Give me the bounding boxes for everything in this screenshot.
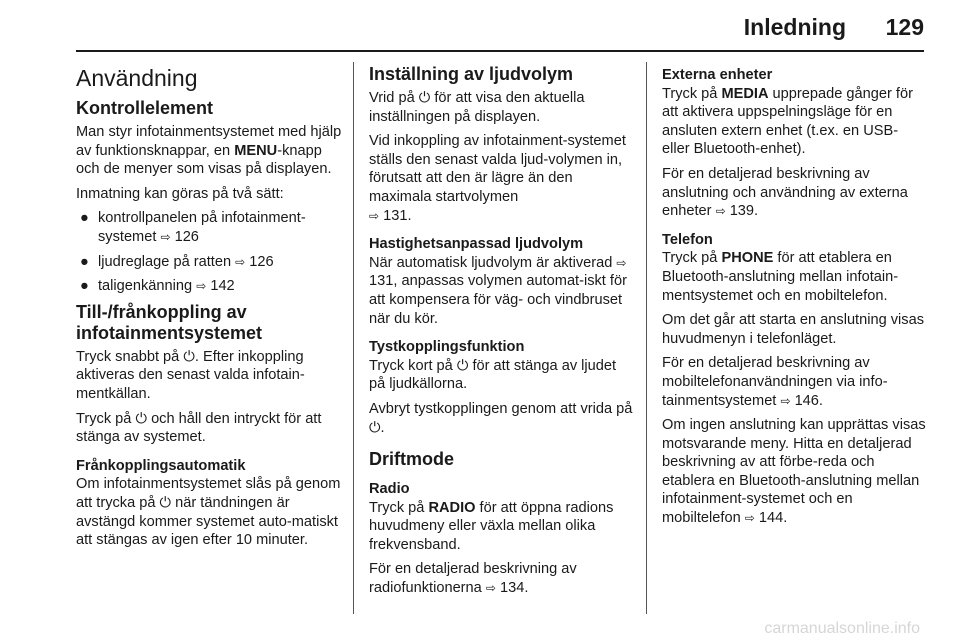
heading-driftmode: Driftmode [369, 449, 454, 470]
paragraph-radio: Tryck på RADIO för att öppna radions huvudmeny eller växla mellan olika frekvensband. [369, 499, 614, 553]
bullet-icon: ● [80, 253, 89, 270]
heading-volume: Inställning av ljudvolym [369, 64, 574, 84]
watermark: carmanualsonline.info [764, 620, 920, 637]
power-knob-icon: ⏻ [159, 494, 172, 511]
heading-kontrollelement: Kontrollelement [76, 98, 214, 118]
page-ref-arrow-icon: ⇨ [780, 393, 791, 408]
radio-key-label: RADIO [428, 499, 476, 516]
bullet-icon: ● [80, 278, 89, 295]
column-middle [369, 62, 635, 604]
paragraph-start-volume: Vid inkoppling av infotainment-systemet ställs den senast valda ljud-volymen in, förutsatt att den är lägre än den maximala startvolymen ⇨ 131. [369, 133, 626, 224]
column-divider-1 [353, 62, 354, 614]
list-item: ● ljudreglage på ratten ⇨ 126 [80, 253, 274, 270]
phone-key-label: PHONE [721, 250, 774, 267]
column-right [662, 62, 928, 534]
page-ref-arrow-icon: ⇨ [235, 254, 246, 269]
page-ref[interactable]: 144. [758, 510, 788, 527]
paragraph-controls: Man styr infotainmentsystemet med hjälp av funktionsknappar, en MENU-knapp och de menyer som visas på displayen. [76, 124, 342, 178]
heading-speed-volume: Hastighetsanpassad ljudvolym [369, 236, 584, 253]
page-number: 129 [885, 14, 924, 40]
page-ref[interactable]: 139. [729, 203, 759, 220]
paragraph-speed-volume: När automatisk ljudvolym är aktiverad ⇨ 131, anpassas volymen automat-iskt för att kompensera för väg- och vindbruset när du kör. [369, 254, 627, 327]
paragraph-media-ref: För en detaljerad beskrivning av anslutning och användning av externa enheter ⇨ 139. [662, 165, 908, 220]
list-item: ● kontrollpanelen på infotainment-systemet ⇨ 126 [80, 210, 306, 245]
heading-till-frankoppling: Till-/frånkoppling av infotainmentsystemet [76, 301, 263, 343]
page-ref[interactable]: 146. [794, 392, 823, 409]
media-key-label: MEDIA [721, 85, 769, 102]
page-ref-arrow-icon: ⇨ [196, 279, 207, 294]
volume-knob-icon: ⏻ [456, 357, 469, 374]
paragraph-volume: Vrid på ⏻ för att visa den aktuella inställningen på displayen. [369, 90, 585, 125]
volume-knob-icon: ⏻ [369, 419, 381, 436]
paragraph-input-ways: Inmatning kan göras på två sätt: [76, 185, 284, 202]
paragraph-power-off: Tryck på ⏻ och håll den intryckt för att stänga av systemet. [76, 410, 322, 446]
paragraph-media: Tryck på MEDIA upprepade gånger för att aktivera uppspelningsläge för en ansluten extern enhet (t.ex. en USB- eller Bluetooth-enhet). [662, 85, 913, 158]
page-ref[interactable]: 126 [249, 253, 274, 270]
power-knob-icon: ⏻ [135, 410, 148, 427]
heading-auto-off: Frånkopplingsautomatik [76, 457, 246, 474]
page-ref[interactable]: 126 [174, 228, 199, 245]
column-left [76, 62, 342, 556]
paragraph-unmute: Avbryt tystkopplingen genom att vrida på ⏻. [369, 400, 633, 436]
paragraph-phone-none: Om ingen anslutning kan upprättas visas motsvarande meny. Hitta en detaljerad beskrivning av att förbe-reda och etablera en Bluetooth-anslutning mellan infotainment-systemet och en mobiltelefon ⇨ 144. [662, 417, 926, 527]
paragraph-power-on: Tryck snabbt på ⏻. Efter inkoppling aktiveras den senast valda infotain-mentkällan. [76, 348, 305, 402]
bullet-icon: ● [80, 210, 89, 227]
page-ref[interactable]: 142 [210, 278, 235, 295]
list-item: ● taligenkänning ⇨ 142 [80, 278, 235, 295]
section-title: Inledning [743, 14, 846, 40]
power-knob-icon: ⏻ [183, 348, 195, 365]
header-rule [76, 50, 924, 52]
volume-knob-icon: ⏻ [418, 90, 431, 106]
heading-phone: Telefon [662, 231, 713, 248]
page-ref-arrow-icon: ⇨ [744, 511, 755, 526]
chapter-heading: Användning [76, 65, 198, 91]
paragraph-radio-ref: För en detaljerad beskrivning av radiofunktionerna ⇨ 134. [369, 561, 577, 597]
page-ref[interactable]: 134. [499, 580, 529, 597]
page-header [0, 0, 960, 58]
paragraph-phone-menu: Om det går att starta en anslutning visas huvudmenyn i telefonläget. [662, 312, 925, 347]
paragraph-phone: Tryck på PHONE för att etablera en Bluetooth-anslutning mellan infotain-mentsystemet och en mobiltelefon. [662, 250, 899, 304]
input-method-list [76, 209, 342, 295]
page-ref[interactable]: 131. [383, 207, 412, 224]
heading-mute: Tystkopplingsfunktion [369, 339, 525, 356]
menu-key-label: MENU [234, 142, 278, 159]
paragraph-phone-ref: För en detaljerad beskrivning av mobiltelefonanvändningen via info-tainmentsystemet ⇨ 146. [662, 355, 888, 409]
page-ref-arrow-icon: ⇨ [616, 255, 627, 270]
page-ref-arrow-icon: ⇨ [369, 208, 380, 223]
paragraph-mute: Tryck kort på ⏻ för att stänga av ljudet på ljudkällorna. [369, 357, 617, 393]
page-ref-arrow-icon: ⇨ [715, 204, 726, 219]
heading-radio: Radio [369, 481, 410, 498]
column-divider-2 [646, 62, 647, 614]
paragraph-auto-off: Om infotainmentsystemet slås på genom att trycka på ⏻ när tändningen är avstängd kommer systemet auto-matiskt att stängas av igen efter 10 minuter. [76, 476, 341, 549]
heading-external-devices: Externa enheter [662, 67, 773, 83]
page-ref-arrow-icon: ⇨ [160, 229, 171, 244]
page-ref-arrow-icon: ⇨ [485, 581, 496, 596]
